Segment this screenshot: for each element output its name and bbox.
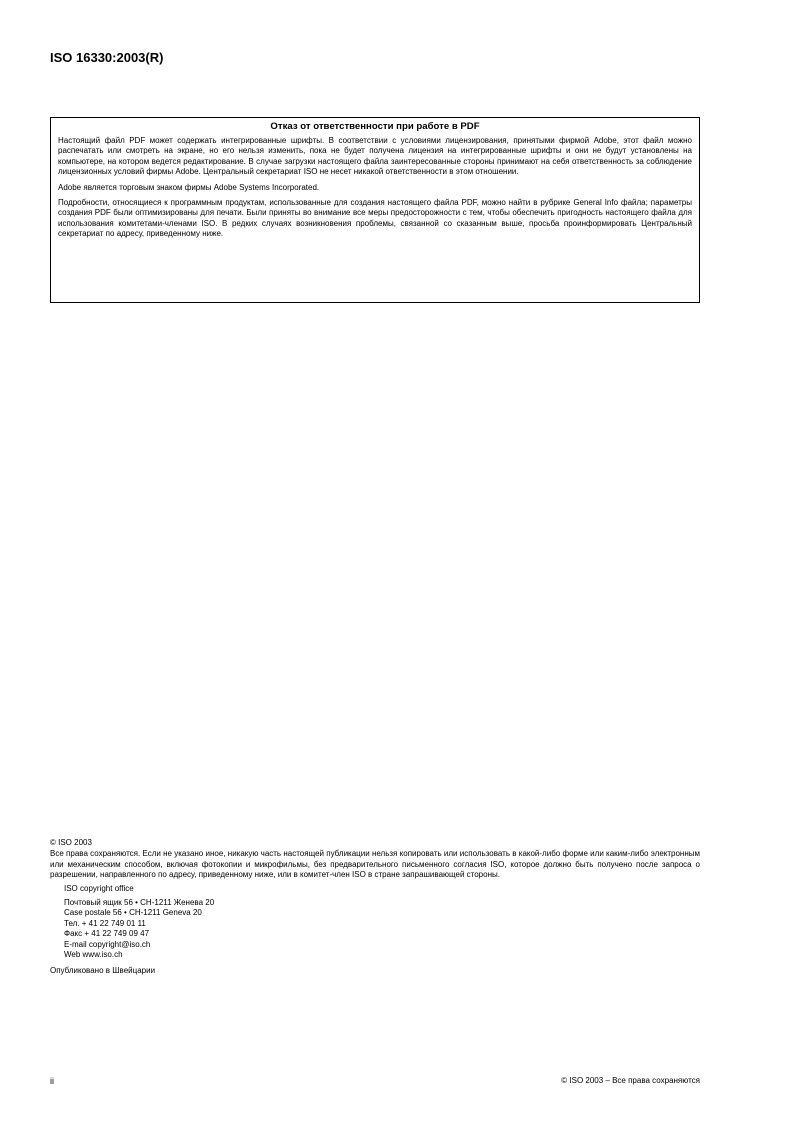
footer-copyright: © ISO 2003 – Все права сохраняются bbox=[561, 1076, 700, 1085]
disclaimer-paragraph-trademark: Adobe является торговым знаком фирмы Adobe Systems Incorporated. bbox=[58, 182, 320, 192]
disclaimer-paragraph-fonts: Настоящий файл PDF может содержать интегрированные шрифты. В соответствии с условиями лицензирования, принятыми фирмой Adobe, этот файл можно распечатать или смотреть на экране, но его нельзя изменить, пока не будет получена лицензия на интегрированные шрифты и они не будут установлены на компьютере, на котором ведется редактирование. В случае загрузки настоящего файла заинтересованные стороны принимают на себя ответственность за соблюдение лицензионных условий фирмы Adobe. Центральный секретариат ISO не несет никакой ответственности в этом отношении. bbox=[58, 136, 692, 177]
address-postal-ru: Почтовый ящик 56 • CH-1211 Женева 20 bbox=[64, 898, 215, 908]
published-in: Опубликовано в Швейцарии bbox=[50, 966, 156, 976]
page-number: ii bbox=[50, 1076, 54, 1086]
copyright-block bbox=[50, 838, 700, 977]
address-fax: Факс + 41 22 749 09 47 bbox=[64, 929, 150, 939]
disclaimer-title: Отказ от ответственности при работе в PDF bbox=[270, 121, 480, 132]
disclaimer-paragraph-details: Подробности, относящиеся к программным продуктам, использованные для создания настоящего файла PDF, можно найти в рубрике General Info файла; параметры создания PDF были оптимизированы для печати. Были приняты во внимание все меры предосторожности с тем, чтобы обеспечить пригодность настоящего файла для использования комитетами-членами ISO. В редких случаях возникновения проблемы, связанной со сказанным выше, просьба проинформировать Центральный секретариат по адресу, приведенному ниже. bbox=[58, 198, 692, 239]
address-postal-en: Case postale 56 • CH-1211 Geneva 20 bbox=[64, 908, 202, 918]
address-phone: Тел. + 41 22 749 01 11 bbox=[64, 918, 146, 928]
copyright-office-address bbox=[64, 898, 700, 960]
address-web: Web www.iso.ch bbox=[64, 950, 123, 960]
address-email: E-mail copyright@iso.ch bbox=[64, 939, 151, 949]
copyright-line: © ISO 2003 bbox=[50, 838, 92, 847]
copyright-office-name: ISO copyright office bbox=[64, 883, 134, 893]
rights-text: Все права сохраняются. Если не указано иное, никакую часть настоящей публикации нельзя копировать или использовать в какой-либо форме или каким-либо электронным или механическим способом, включая фотокопии и микрофильмы, без предварительного письменного согласия ISO, которое должно быть получено после запроса о разрешении, направленного по адресу, приведенному ниже, или в комитет-член ISO в стране запрашивающей стороны. bbox=[50, 849, 700, 880]
pdf-disclaimer-box bbox=[50, 117, 700, 303]
document-id: ISO 16330:2003(R) bbox=[50, 50, 164, 65]
